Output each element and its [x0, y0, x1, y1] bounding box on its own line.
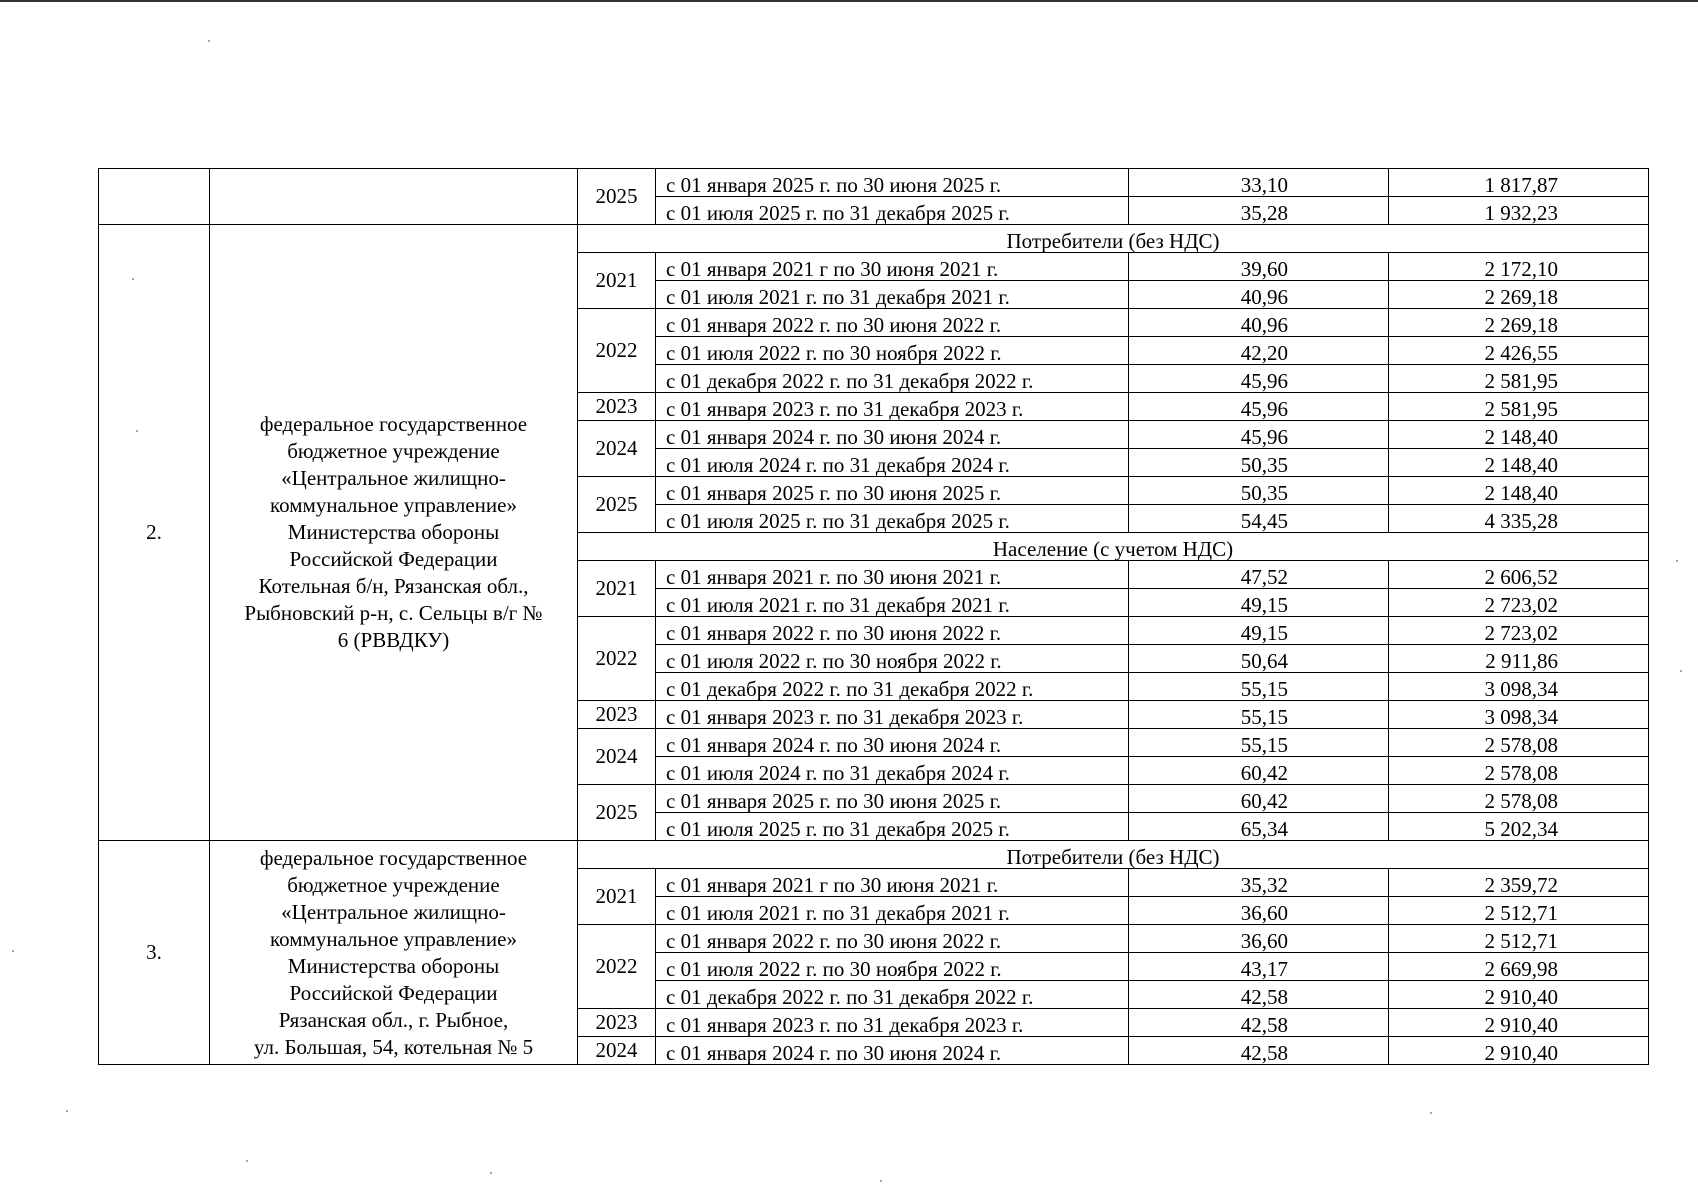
- scan-speck: [880, 1180, 882, 1182]
- org-name-line: Министерства обороны: [287, 520, 500, 544]
- value-cell: 1 932,23: [1389, 197, 1649, 225]
- value-cell: 36,60: [1129, 925, 1389, 953]
- value-cell: 42,58: [1129, 1037, 1389, 1065]
- year-cell: 2022: [578, 617, 656, 701]
- period-cell: с 01 января 2025 г. по 30 июня 2025 г.: [656, 785, 1129, 813]
- scan-speck: [136, 430, 138, 432]
- value-cell: 54,45: [1129, 505, 1389, 533]
- period-cell: с 01 июля 2021 г. по 31 декабря 2021 г.: [656, 281, 1129, 309]
- scan-speck: [490, 1172, 492, 1174]
- year-cell: 2022: [578, 309, 656, 393]
- period-cell: с 01 января 2022 г. по 30 июня 2022 г.: [656, 925, 1129, 953]
- table-row: [99, 169, 1649, 197]
- tariff-table-body: [99, 169, 1649, 1065]
- tariff-table: [98, 168, 1649, 1065]
- period-cell: с 01 января 2022 г. по 30 июня 2022 г.: [656, 309, 1129, 337]
- value-cell: 40,96: [1129, 281, 1389, 309]
- value-cell: 55,15: [1129, 673, 1389, 701]
- org-number: [99, 169, 210, 225]
- year-cell: 2025: [578, 169, 656, 225]
- value-cell: 40,96: [1129, 309, 1389, 337]
- value-cell: 2 578,08: [1389, 729, 1649, 757]
- org-name: [210, 225, 578, 841]
- section-header: Население (с учетом НДС): [578, 533, 1649, 561]
- value-cell: 65,34: [1129, 813, 1389, 841]
- value-cell: 45,96: [1129, 393, 1389, 421]
- value-cell: 39,60: [1129, 253, 1389, 281]
- value-cell: 2 512,71: [1389, 897, 1649, 925]
- org-name-line: Российской Федерации: [289, 980, 498, 1005]
- value-cell: 50,35: [1129, 449, 1389, 477]
- page-top-edge: [0, 0, 1698, 2]
- scan-speck: [246, 1160, 248, 1162]
- period-cell: с 01 января 2025 г. по 30 июня 2025 г.: [656, 477, 1129, 505]
- year-cell: 2023: [578, 701, 656, 729]
- period-cell: с 01 июля 2022 г. по 30 ноября 2022 г.: [656, 645, 1129, 673]
- year-cell: 2022: [578, 925, 656, 1009]
- org-number: 3.: [99, 841, 210, 1065]
- period-cell: с 01 января 2025 г. по 30 июня 2025 г.: [656, 169, 1129, 197]
- org-number: 2.: [99, 225, 210, 841]
- year-cell: 2025: [578, 785, 656, 841]
- scan-speck: [66, 1110, 68, 1112]
- org-name-line: «Центральное жилищно-: [281, 466, 506, 490]
- scan-speck: [132, 278, 134, 280]
- scan-speck: [1676, 560, 1678, 562]
- section-header: Потребители (без НДС): [578, 841, 1649, 869]
- value-cell: 42,58: [1129, 981, 1389, 1009]
- value-cell: 2 148,40: [1389, 477, 1649, 505]
- period-cell: с 01 декабря 2022 г. по 31 декабря 2022 г.: [656, 673, 1129, 701]
- period-cell: с 01 января 2024 г. по 30 июня 2024 г.: [656, 729, 1129, 757]
- value-cell: 60,42: [1129, 757, 1389, 785]
- value-cell: 3 098,34: [1389, 701, 1649, 729]
- scan-speck: [1680, 670, 1682, 672]
- period-cell: с 01 января 2022 г. по 30 июня 2022 г.: [656, 617, 1129, 645]
- org-name-line: Российской Федерации: [289, 547, 498, 571]
- period-cell: с 01 июля 2024 г. по 31 декабря 2024 г.: [656, 449, 1129, 477]
- period-cell: с 01 января 2021 г. по 30 июня 2021 г.: [656, 561, 1129, 589]
- scan-speck: [208, 40, 210, 42]
- value-cell: 35,28: [1129, 197, 1389, 225]
- value-cell: 2 148,40: [1389, 449, 1649, 477]
- org-name-line: Министерства обороны: [287, 953, 500, 978]
- period-cell: с 01 июля 2022 г. по 30 ноября 2022 г.: [656, 337, 1129, 365]
- year-cell: 2024: [578, 1037, 656, 1065]
- org-name-line: «Центральное жилищно-: [281, 899, 506, 924]
- year-cell: 2025: [578, 477, 656, 533]
- value-cell: 2 172,10: [1389, 253, 1649, 281]
- org-name-line: 6 (РВВДКУ): [337, 628, 450, 652]
- value-cell: 2 269,18: [1389, 281, 1649, 309]
- value-cell: 49,15: [1129, 589, 1389, 617]
- period-cell: с 01 июля 2021 г. по 31 декабря 2021 г.: [656, 589, 1129, 617]
- org-name-line: бюджетное учреждение: [287, 439, 500, 463]
- value-cell: 35,32: [1129, 869, 1389, 897]
- period-cell: с 01 января 2024 г. по 30 июня 2024 г.: [656, 1037, 1129, 1065]
- section-row: [99, 225, 1649, 253]
- value-cell: 2 578,08: [1389, 785, 1649, 813]
- value-cell: 42,58: [1129, 1009, 1389, 1037]
- value-cell: 2 669,98: [1389, 953, 1649, 981]
- value-cell: 49,15: [1129, 617, 1389, 645]
- value-cell: 2 911,86: [1389, 645, 1649, 673]
- value-cell: 36,60: [1129, 897, 1389, 925]
- period-cell: с 01 января 2021 г по 30 июня 2021 г.: [656, 253, 1129, 281]
- org-name-line: Рыбновский р-н, с. Сельцы в/г №: [244, 601, 543, 625]
- value-cell: 50,35: [1129, 477, 1389, 505]
- org-name-line: коммунальное управление»: [270, 493, 517, 517]
- year-cell: 2021: [578, 253, 656, 309]
- period-cell: с 01 декабря 2022 г. по 31 декабря 2022 г.: [656, 365, 1129, 393]
- year-cell: 2021: [578, 561, 656, 617]
- value-cell: 2 910,40: [1389, 1037, 1649, 1065]
- year-cell: 2023: [578, 1009, 656, 1037]
- org-name-line: Котельная б/н, Рязанская обл.,: [258, 574, 529, 598]
- value-cell: 2 426,55: [1389, 337, 1649, 365]
- value-cell: 2 723,02: [1389, 589, 1649, 617]
- value-cell: 47,52: [1129, 561, 1389, 589]
- period-cell: с 01 июля 2021 г. по 31 декабря 2021 г.: [656, 897, 1129, 925]
- value-cell: 2 910,40: [1389, 1009, 1649, 1037]
- value-cell: 2 723,02: [1389, 617, 1649, 645]
- value-cell: 1 817,87: [1389, 169, 1649, 197]
- period-cell: с 01 июля 2022 г. по 30 ноября 2022 г.: [656, 953, 1129, 981]
- value-cell: 45,96: [1129, 421, 1389, 449]
- scan-speck: [12, 950, 14, 952]
- value-cell: 45,96: [1129, 365, 1389, 393]
- period-cell: с 01 декабря 2022 г. по 31 декабря 2022 г.: [656, 981, 1129, 1009]
- org-name: [210, 169, 578, 225]
- org-name-line: федеральное государственное: [259, 412, 528, 436]
- period-cell: с 01 января 2023 г. по 31 декабря 2023 г.: [656, 701, 1129, 729]
- org-name-line: федеральное государственное: [259, 845, 528, 870]
- year-cell: 2024: [578, 729, 656, 785]
- value-cell: 2 359,72: [1389, 869, 1649, 897]
- period-cell: с 01 июля 2025 г. по 31 декабря 2025 г.: [656, 505, 1129, 533]
- value-cell: 2 606,52: [1389, 561, 1649, 589]
- year-cell: 2023: [578, 393, 656, 421]
- period-cell: с 01 января 2024 г. по 30 июня 2024 г.: [656, 421, 1129, 449]
- org-name-line: Рязанская обл., г. Рыбное,: [278, 1007, 509, 1032]
- period-cell: с 01 января 2021 г по 30 июня 2021 г.: [656, 869, 1129, 897]
- year-cell: 2021: [578, 869, 656, 925]
- value-cell: 42,20: [1129, 337, 1389, 365]
- value-cell: 33,10: [1129, 169, 1389, 197]
- scan-speck: [1430, 1112, 1432, 1114]
- value-cell: 2 578,08: [1389, 757, 1649, 785]
- period-cell: с 01 июля 2025 г. по 31 декабря 2025 г.: [656, 197, 1129, 225]
- org-name: [210, 841, 578, 1065]
- section-row: [99, 841, 1649, 869]
- period-cell: с 01 июля 2024 г. по 31 декабря 2024 г.: [656, 757, 1129, 785]
- org-name-line: ул. Большая, 54, котельная № 5: [253, 1034, 534, 1059]
- org-name-line: коммунальное управление»: [270, 926, 517, 951]
- value-cell: 2 269,18: [1389, 309, 1649, 337]
- org-name-line: бюджетное учреждение: [287, 872, 500, 897]
- period-cell: с 01 января 2023 г. по 31 декабря 2023 г.: [656, 393, 1129, 421]
- value-cell: 55,15: [1129, 701, 1389, 729]
- section-header: Потребители (без НДС): [578, 225, 1649, 253]
- period-cell: с 01 января 2023 г. по 31 декабря 2023 г.: [656, 1009, 1129, 1037]
- tariff-table-container: [98, 168, 1648, 1065]
- value-cell: 2 581,95: [1389, 393, 1649, 421]
- year-cell: 2024: [578, 421, 656, 477]
- value-cell: 60,42: [1129, 785, 1389, 813]
- value-cell: 55,15: [1129, 729, 1389, 757]
- value-cell: 5 202,34: [1389, 813, 1649, 841]
- value-cell: 50,64: [1129, 645, 1389, 673]
- value-cell: 2 910,40: [1389, 981, 1649, 1009]
- value-cell: 3 098,34: [1389, 673, 1649, 701]
- value-cell: 43,17: [1129, 953, 1389, 981]
- value-cell: 2 581,95: [1389, 365, 1649, 393]
- value-cell: 4 335,28: [1389, 505, 1649, 533]
- value-cell: 2 512,71: [1389, 925, 1649, 953]
- period-cell: с 01 июля 2025 г. по 31 декабря 2025 г.: [656, 813, 1129, 841]
- value-cell: 2 148,40: [1389, 421, 1649, 449]
